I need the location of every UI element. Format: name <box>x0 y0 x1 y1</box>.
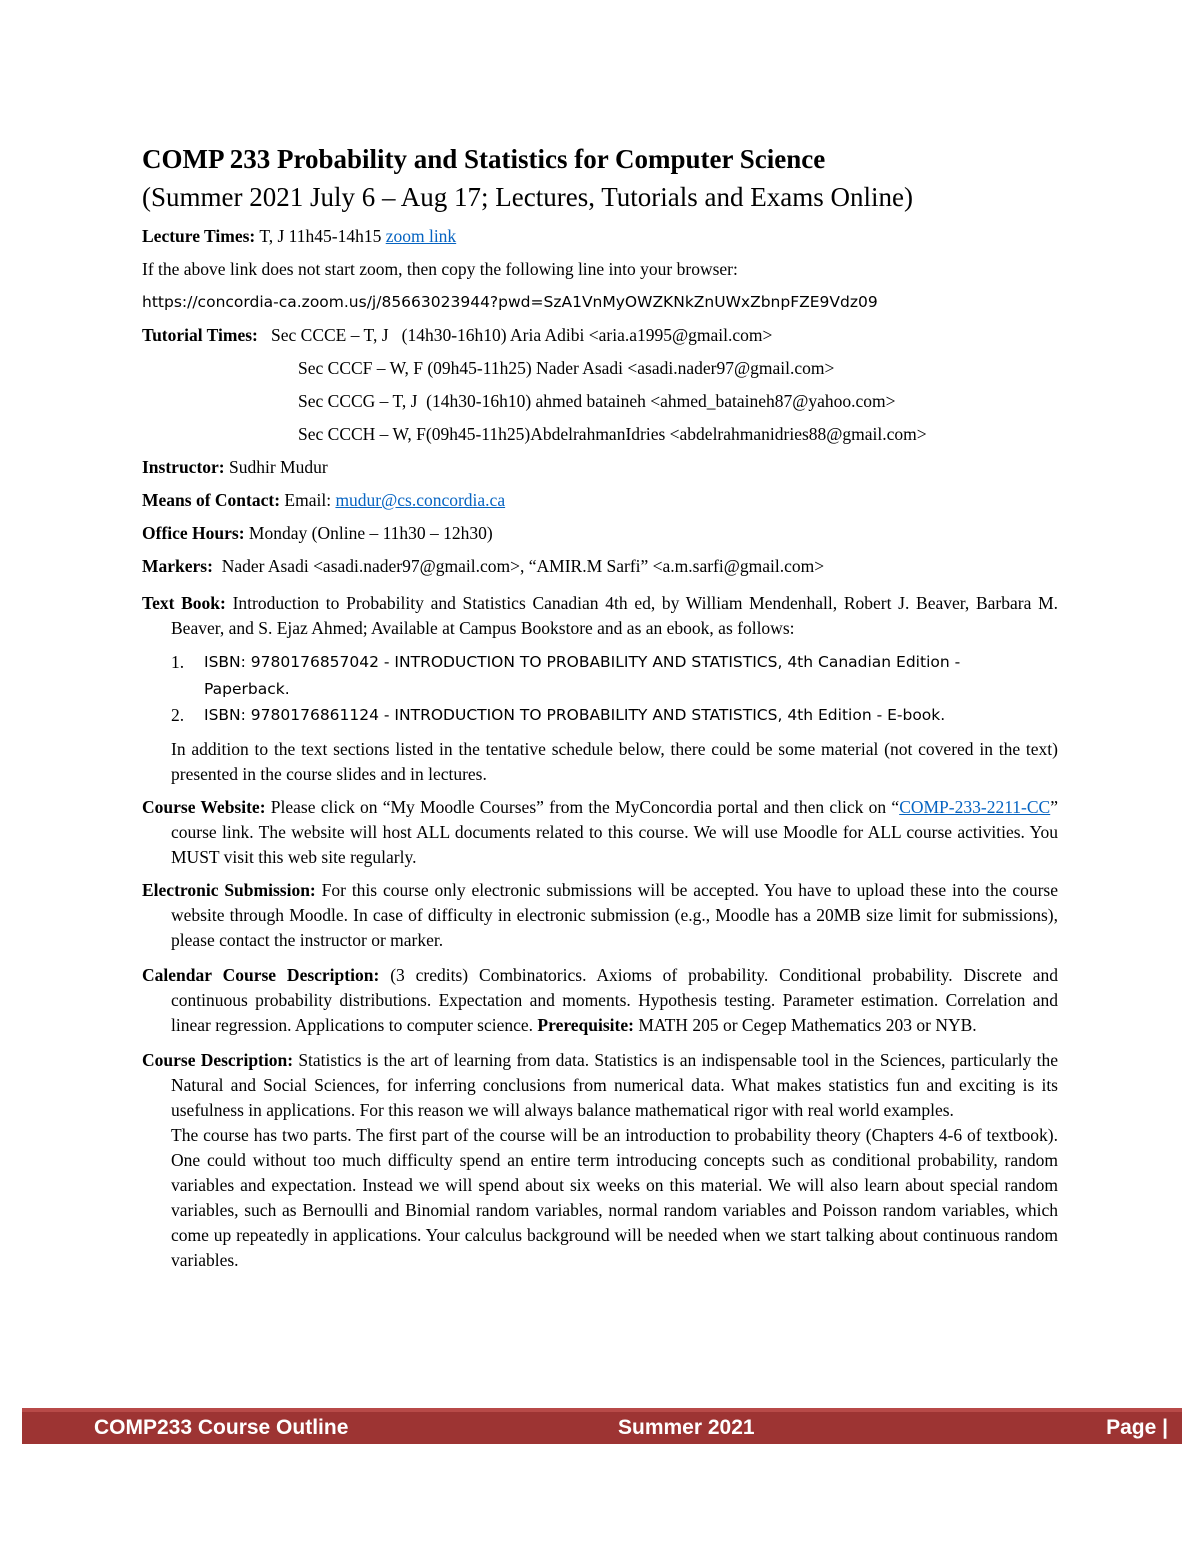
submission-label: Electronic Submission: <box>142 879 316 900</box>
means-of-contact <box>142 484 1058 517</box>
instructor-label: Instructor: <box>142 457 225 477</box>
footer-term: Summer 2021 <box>618 1416 755 1439</box>
course-website <box>142 795 1058 870</box>
instructor-email-link[interactable]: mudur@cs.concordia.ca <box>335 490 506 510</box>
text-book <box>142 591 1058 641</box>
list-item <box>142 702 964 729</box>
course-outline-page <box>142 140 1058 1273</box>
website-after: ” course link. The website will host ALL documents related to this course. We will use Moodle for ALL course activities. You MUST visit this web site regularly. <box>171 796 1059 867</box>
textbook-label: Text Book: <box>142 593 226 613</box>
markers-label: Markers: <box>142 556 213 576</box>
course-description <box>142 1048 1058 1123</box>
submission-value: For this course only electronic submissions will be accepted. You have to upload these into the course website through Moodle. In case of difficulty in electronic submission (e.g., Moodle has a 20MB size limit for submissions), please contact the instructor or marker. <box>171 879 1059 950</box>
contact-label: Means of Contact: <box>142 490 281 510</box>
website-label: Course Website: <box>142 796 266 817</box>
description-value: Statistics is the art of learning from data. Statistics is an indispensable tool in the Sciences, particularly the Natural and Social Sciences, for inferring conclusions from numerical data. What makes statistics fun and exciting is its usefulness in applications. For this reason we will always balance mathematical rigor with real world examples. <box>171 1049 1059 1120</box>
office-hours-label: Office Hours: <box>142 523 245 543</box>
tutorial-row: Sec CCCH – W, F(09h45-11h25)AbdelrahmanIdries <abdelrahmanidries88@gmail.com> <box>298 424 927 444</box>
zoom-url: https://concordia-ca.zoom.us/j/85663023944?pwd=SzA1VnMyOWZKNkZnUWxZbnpFZE9Vdz09 <box>142 293 878 311</box>
office-hours-value: Monday (Online – 11h30 – 12h30) <box>248 523 493 543</box>
electronic-submission <box>142 878 1058 953</box>
list-item <box>142 649 964 702</box>
description-paragraph-2: The course has two parts. The first part of the course will be an introduction to probability theory (Chapters 4-6 of textbook). One could without too much difficulty spend an entire term introducing concepts such as conditional probability, random variables and expectation. Instead we will spend about six weeks on this material. We will also learn about special random variables, such as Bernoulli and Binomial random variables, normal random variables and Poisson random variables, which come up repeatedly in applications. Your calculus background will be needed when we start talking about continuous random variables. <box>171 1124 1058 1270</box>
isbn-text: ISBN: 9780176857042 - INTRODUCTION TO PROBABILITY AND STATISTICS, 4th Canadian Edition - Paperback. <box>204 653 961 698</box>
zoom-note: If the above link does not start zoom, then copy the following line into your browser: <box>142 259 738 279</box>
tutorial-row: Sec CCCF – W, F (09h45-11h25) Nader Asadi <asadi.nader97@gmail.com> <box>298 358 835 378</box>
list-number: 2. <box>171 705 185 725</box>
instructor <box>142 451 1058 484</box>
isbn-text: ISBN: 9780176861124 - INTRODUCTION TO PROBABILITY AND STATISTICS, 4th Edition - E-book. <box>204 706 946 724</box>
tutorial-times <box>142 319 1058 352</box>
page-subtitle: (Summer 2021 July 6 – Aug 17; Lectures, Tutorials and Exams Online) <box>142 182 913 212</box>
contact-prefix: Email: <box>284 490 332 510</box>
lecture-times <box>142 220 1058 253</box>
footer-course: COMP233 Course Outline <box>94 1416 349 1439</box>
list-number: 1. <box>171 652 185 672</box>
tutorial-row: Sec CCCE – T, J (14h30-16h10) Aria Adibi <aria.a1995@gmail.com> <box>271 325 773 345</box>
isbn-list <box>142 649 1058 729</box>
textbook-extra: In addition to the text sections listed in the tentative schedule below, there could be some material (not covered in the text) presented in the course slides and in lectures. <box>171 738 1058 784</box>
calendar-description <box>142 963 1058 1038</box>
instructor-value: Sudhir Mudur <box>229 457 328 477</box>
lecture-value: T, J 11h45-14h15 <box>259 226 382 246</box>
moodle-course-link[interactable]: COMP-233-2211-CC <box>899 796 1051 817</box>
textbook-value: Introduction to Probability and Statistics Canadian 4th ed, by William Mendenhall, Robert J. Beaver, Barbara M. Beaver, and S. Ejaz Ahmed; Available at Campus Bookstore and as an ebook, as follows: <box>171 593 1059 638</box>
tutorial-row: Sec CCCG – T, J (14h30-16h10) ahmed bataineh <ahmed_bataineh87@yahoo.com> <box>298 391 896 411</box>
website-before: Please click on “My Moodle Courses” from the MyConcordia portal and then click on “ <box>270 796 900 817</box>
footer-page: Page | <box>1106 1416 1168 1439</box>
tutorial-label: Tutorial Times: <box>142 325 258 345</box>
markers-value: Nader Asadi <asadi.nader97@gmail.com>, “AMIR.M Sarfi” <a.m.sarfi@gmail.com> <box>221 556 825 576</box>
office-hours <box>142 517 1058 550</box>
page-title: COMP 233 Probability and Statistics for Computer Science <box>142 144 826 174</box>
prerequisite-label: Prerequisite: <box>537 1014 634 1035</box>
markers <box>142 550 1058 583</box>
calendar-value: (3 credits) Combinatorics. Axioms of probability. Conditional probability. Discrete and continuous probability distributions. Expectation and moments. Hypothesis testing. Parameter estimation. Correlation and linear regression. Applications to computer science. <box>171 964 1059 1035</box>
page-footer <box>22 1408 1182 1444</box>
lecture-label: Lecture Times: <box>142 226 256 246</box>
calendar-label: Calendar Course Description: <box>142 964 380 985</box>
zoom-link[interactable]: zoom link <box>385 226 457 246</box>
prerequisite-value: MATH 205 or Cegep Mathematics 203 or NYB. <box>638 1014 977 1035</box>
description-label: Course Description: <box>142 1049 294 1070</box>
